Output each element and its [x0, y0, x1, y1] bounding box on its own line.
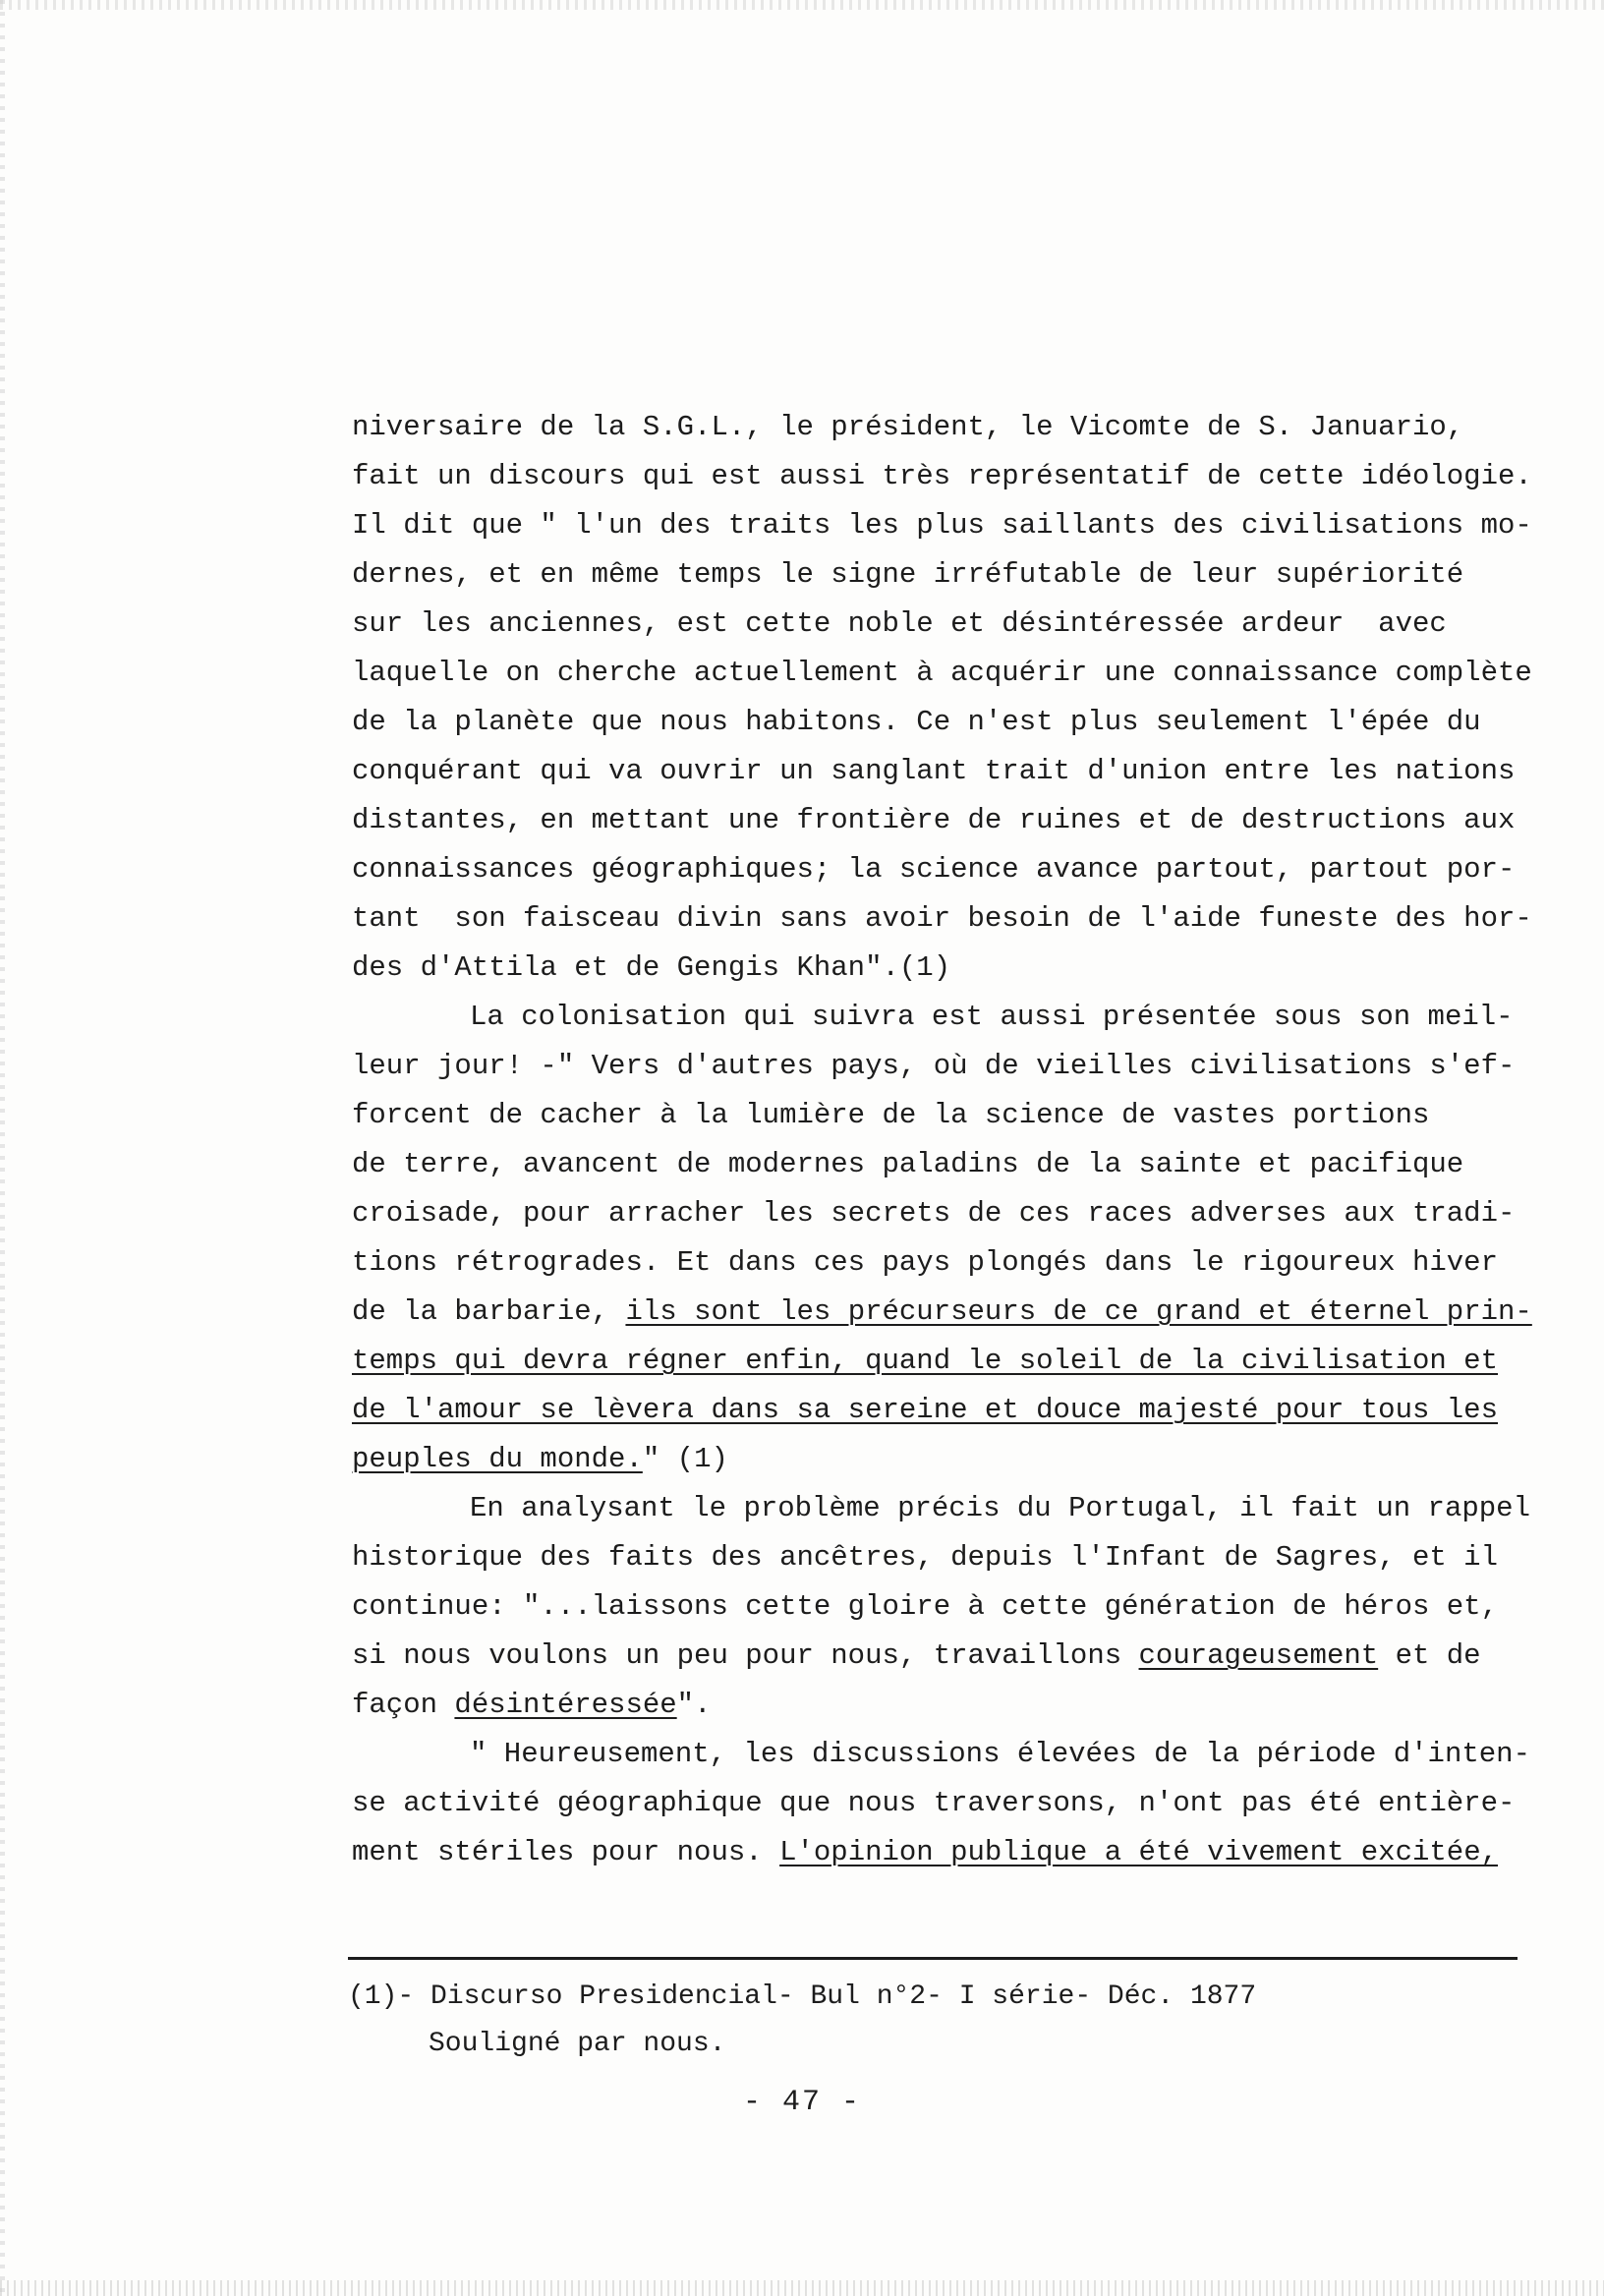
underlined-text: temps qui devra régner enfin, quand le soleil de la civilisation et — [352, 1345, 1498, 1377]
text-line: connaissances géographiques; la science avance partout, partout por- — [352, 853, 1516, 886]
body-text — [352, 403, 1551, 1877]
text-line — [352, 1632, 1551, 1681]
text-line: tions rétrogrades. Et dans ces pays plongés dans le rigoureux hiver — [352, 1246, 1498, 1279]
text-line: continue: "...laissons cette gloire à cette génération de héros et, — [352, 1590, 1498, 1623]
scan-edge-top — [0, 0, 1604, 10]
text-line: forcent de cacher à la lumière de la science de vastes portions — [352, 1099, 1430, 1131]
underlined-text: de l'amour se lèvera dans sa sereine et douce majesté pour tous les — [352, 1394, 1498, 1426]
text-line — [352, 1337, 1551, 1386]
text-line: fait un discours qui est aussi très représentatif de cette idéologie. — [352, 460, 1532, 492]
footnote-divider — [348, 1957, 1518, 1960]
text-line: conquérant qui va ouvrir un sanglant trait d'union entre les nations — [352, 755, 1516, 787]
text-line: laquelle on cherche actuellement à acquérir une connaissance complète — [352, 657, 1532, 689]
scan-edge-left — [0, 0, 5, 2296]
text-line: distantes, en mettant une frontière de ruines et de destructions aux — [352, 804, 1516, 836]
footnote-line: (1)- Discurso Presidencial- Bul n°2- I série- Déc. 1877 — [348, 1981, 1257, 2012]
text-line: des d'Attila et de Gengis Khan".(1) — [352, 951, 951, 984]
underlined-text: peuples du monde. — [352, 1443, 643, 1475]
text-plain: " (1) — [642, 1443, 728, 1475]
underlined-text: courageusement — [1138, 1639, 1379, 1672]
text-line: dernes, et en même temps le signe irréfutable de leur supériorité — [352, 558, 1464, 591]
text-plain: façon — [352, 1689, 455, 1721]
text-line: Il dit que " l'un des traits les plus saillants des civilisations mo- — [352, 509, 1532, 542]
text-line: de terre, avancent de modernes paladins de la sainte et pacifique — [352, 1148, 1464, 1180]
text-line: de la planète que nous habitons. Ce n'est plus seulement l'épée du — [352, 706, 1481, 738]
text-line: leur jour! -" Vers d'autres pays, où de vieilles civilisations s'ef- — [352, 1050, 1516, 1082]
underlined-text: désintéressée — [454, 1689, 677, 1721]
text-plain: ". — [676, 1689, 712, 1721]
text-plain: ment stériles pour nous. — [352, 1836, 780, 1868]
text-line: En analysant le problème précis du Portugal, il fait un rappel — [470, 1492, 1530, 1524]
text-line: historique des faits des ancêtres, depuis l'Infant de Sagres, et il — [352, 1541, 1498, 1574]
text-line: croisade, pour arracher les secrets de ces races adverses aux tradi- — [352, 1197, 1516, 1230]
text-line — [352, 1828, 1551, 1877]
text-line: " Heureusement, les discussions élevées de la période d'inten- — [470, 1738, 1530, 1770]
text-line — [352, 1681, 1551, 1730]
text-line — [352, 1386, 1551, 1435]
text-plain: si nous voulons un peu pour nous, travaillons — [352, 1639, 1139, 1672]
page-number: - 47 - — [742, 2086, 862, 2119]
text-line: sur les anciennes, est cette noble et désintéressée ardeur avec — [352, 607, 1447, 640]
footnote-line: Souligné par nous. — [429, 2029, 726, 2059]
text-plain: et de — [1378, 1639, 1481, 1672]
text-line: La colonisation qui suivra est aussi présentée sous son meil- — [470, 1001, 1514, 1033]
footnote — [348, 1974, 1527, 2068]
underlined-text: L'opinion publique a été vivement excitée, — [779, 1836, 1498, 1868]
text-line — [352, 1288, 1551, 1337]
text-line: se activité géographique que nous traversons, n'ont pas été entière- — [352, 1787, 1516, 1819]
text-line — [352, 1435, 1551, 1484]
text-plain: de la barbarie, — [352, 1295, 626, 1328]
text-line: tant son faisceau divin sans avoir besoin de l'aide funeste des hor- — [352, 902, 1532, 935]
scan-edge-bottom — [0, 2280, 1604, 2296]
text-line: niversaire de la S.G.L., le président, le Vicomte de S. Januario, — [352, 411, 1464, 443]
underlined-text: ils sont les précurseurs de ce grand et éternel prin- — [625, 1295, 1532, 1328]
